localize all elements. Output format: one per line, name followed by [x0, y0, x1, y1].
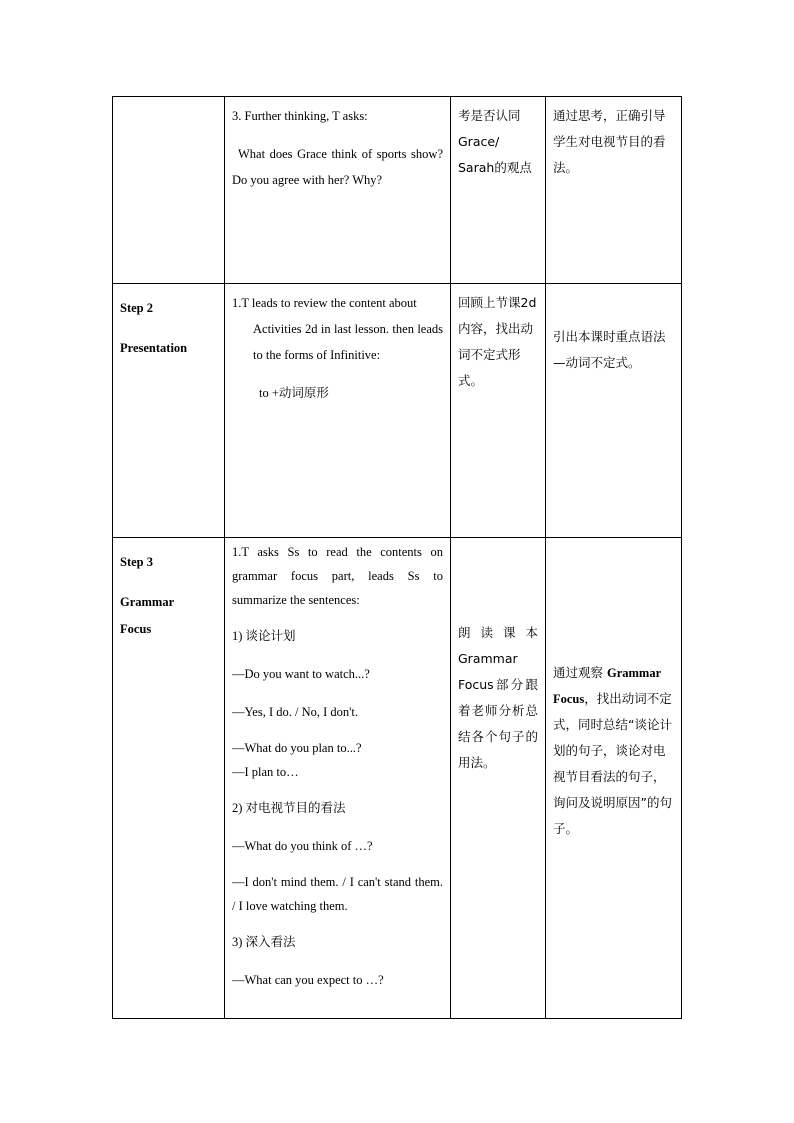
table-row — [113, 538, 682, 1019]
example-line: —Do you want to watch...? — [232, 667, 370, 681]
step-number: Step 3 — [120, 555, 153, 569]
example-line: —I don't mind them. / I can't stand them. / I love watching them. — [232, 875, 443, 913]
formula-text: to +动词原形 — [259, 386, 329, 400]
purpose-emphasis: Grammar Focus — [553, 666, 661, 706]
section-heading: 2) 对电视节目的看法 — [232, 801, 346, 815]
section-heading: 1) 谈论计划 — [232, 629, 296, 643]
example-line: —I plan to… — [232, 765, 299, 779]
purpose-text-part: ，找出动词不定式，同时总结“谈论计划的句子，谈论对电视节目看法的句子，询问及说明原因”的句子。 — [553, 691, 672, 836]
section-heading: 3) 深入看法 — [232, 935, 296, 949]
purpose-text: 通过思考，正确引导学生对电视节目的看法。 — [553, 108, 666, 175]
lesson-plan-table — [112, 96, 682, 1019]
table-row — [113, 284, 682, 538]
table-row — [113, 97, 682, 284]
students-text: 考是否认同Grace/ Sarah的观点 — [458, 108, 532, 175]
purpose-text: 引出本课时重点语法—动词不定式。 — [553, 329, 666, 370]
purpose-text — [546, 538, 681, 848]
example-line: —What do you think of …? — [232, 839, 373, 853]
activity-cell — [225, 538, 451, 1019]
step-cell — [113, 538, 225, 1019]
students-text: 朗读课本Grammar Focus部分跟着老师分析总结各个句子的用法。 — [458, 625, 538, 770]
purpose-cell — [546, 97, 682, 284]
example-line: —Yes, I do. / No, I don't. — [232, 705, 358, 719]
activity-text: 1.T asks Ss to read the contents on grammar focus part, leads Ss to summarize the sentences: — [232, 545, 443, 607]
step-cell — [113, 284, 225, 538]
students-text: 回顾上节课2d内容，找出动词不定式形式。 — [458, 295, 537, 388]
activity-cell — [225, 284, 451, 538]
purpose-cell — [546, 284, 682, 538]
step-title: Grammar — [120, 595, 175, 609]
activity-text: 1.T leads to review the content about — [232, 296, 417, 310]
step-cell — [113, 97, 225, 284]
activity-text: What does Grace think of sports show? Do you agree with her? Why? — [232, 147, 443, 187]
purpose-cell — [546, 538, 682, 1019]
students-cell — [451, 284, 546, 538]
step-title: Focus — [120, 622, 152, 636]
activity-cell — [225, 97, 451, 284]
step-number: Step 2 — [120, 301, 153, 315]
example-line: —What can you expect to …? — [232, 973, 384, 987]
activity-text: Activities 2d in last lesson. then leads to the forms of Infinitive: — [253, 322, 443, 362]
students-cell — [451, 538, 546, 1019]
purpose-text-part: 通过观察 — [553, 665, 607, 680]
activity-text: 3. Further thinking, T asks: — [232, 109, 368, 123]
step-title: Presentation — [120, 341, 188, 355]
example-line: —What do you plan to...? — [232, 741, 362, 755]
students-cell — [451, 97, 546, 284]
